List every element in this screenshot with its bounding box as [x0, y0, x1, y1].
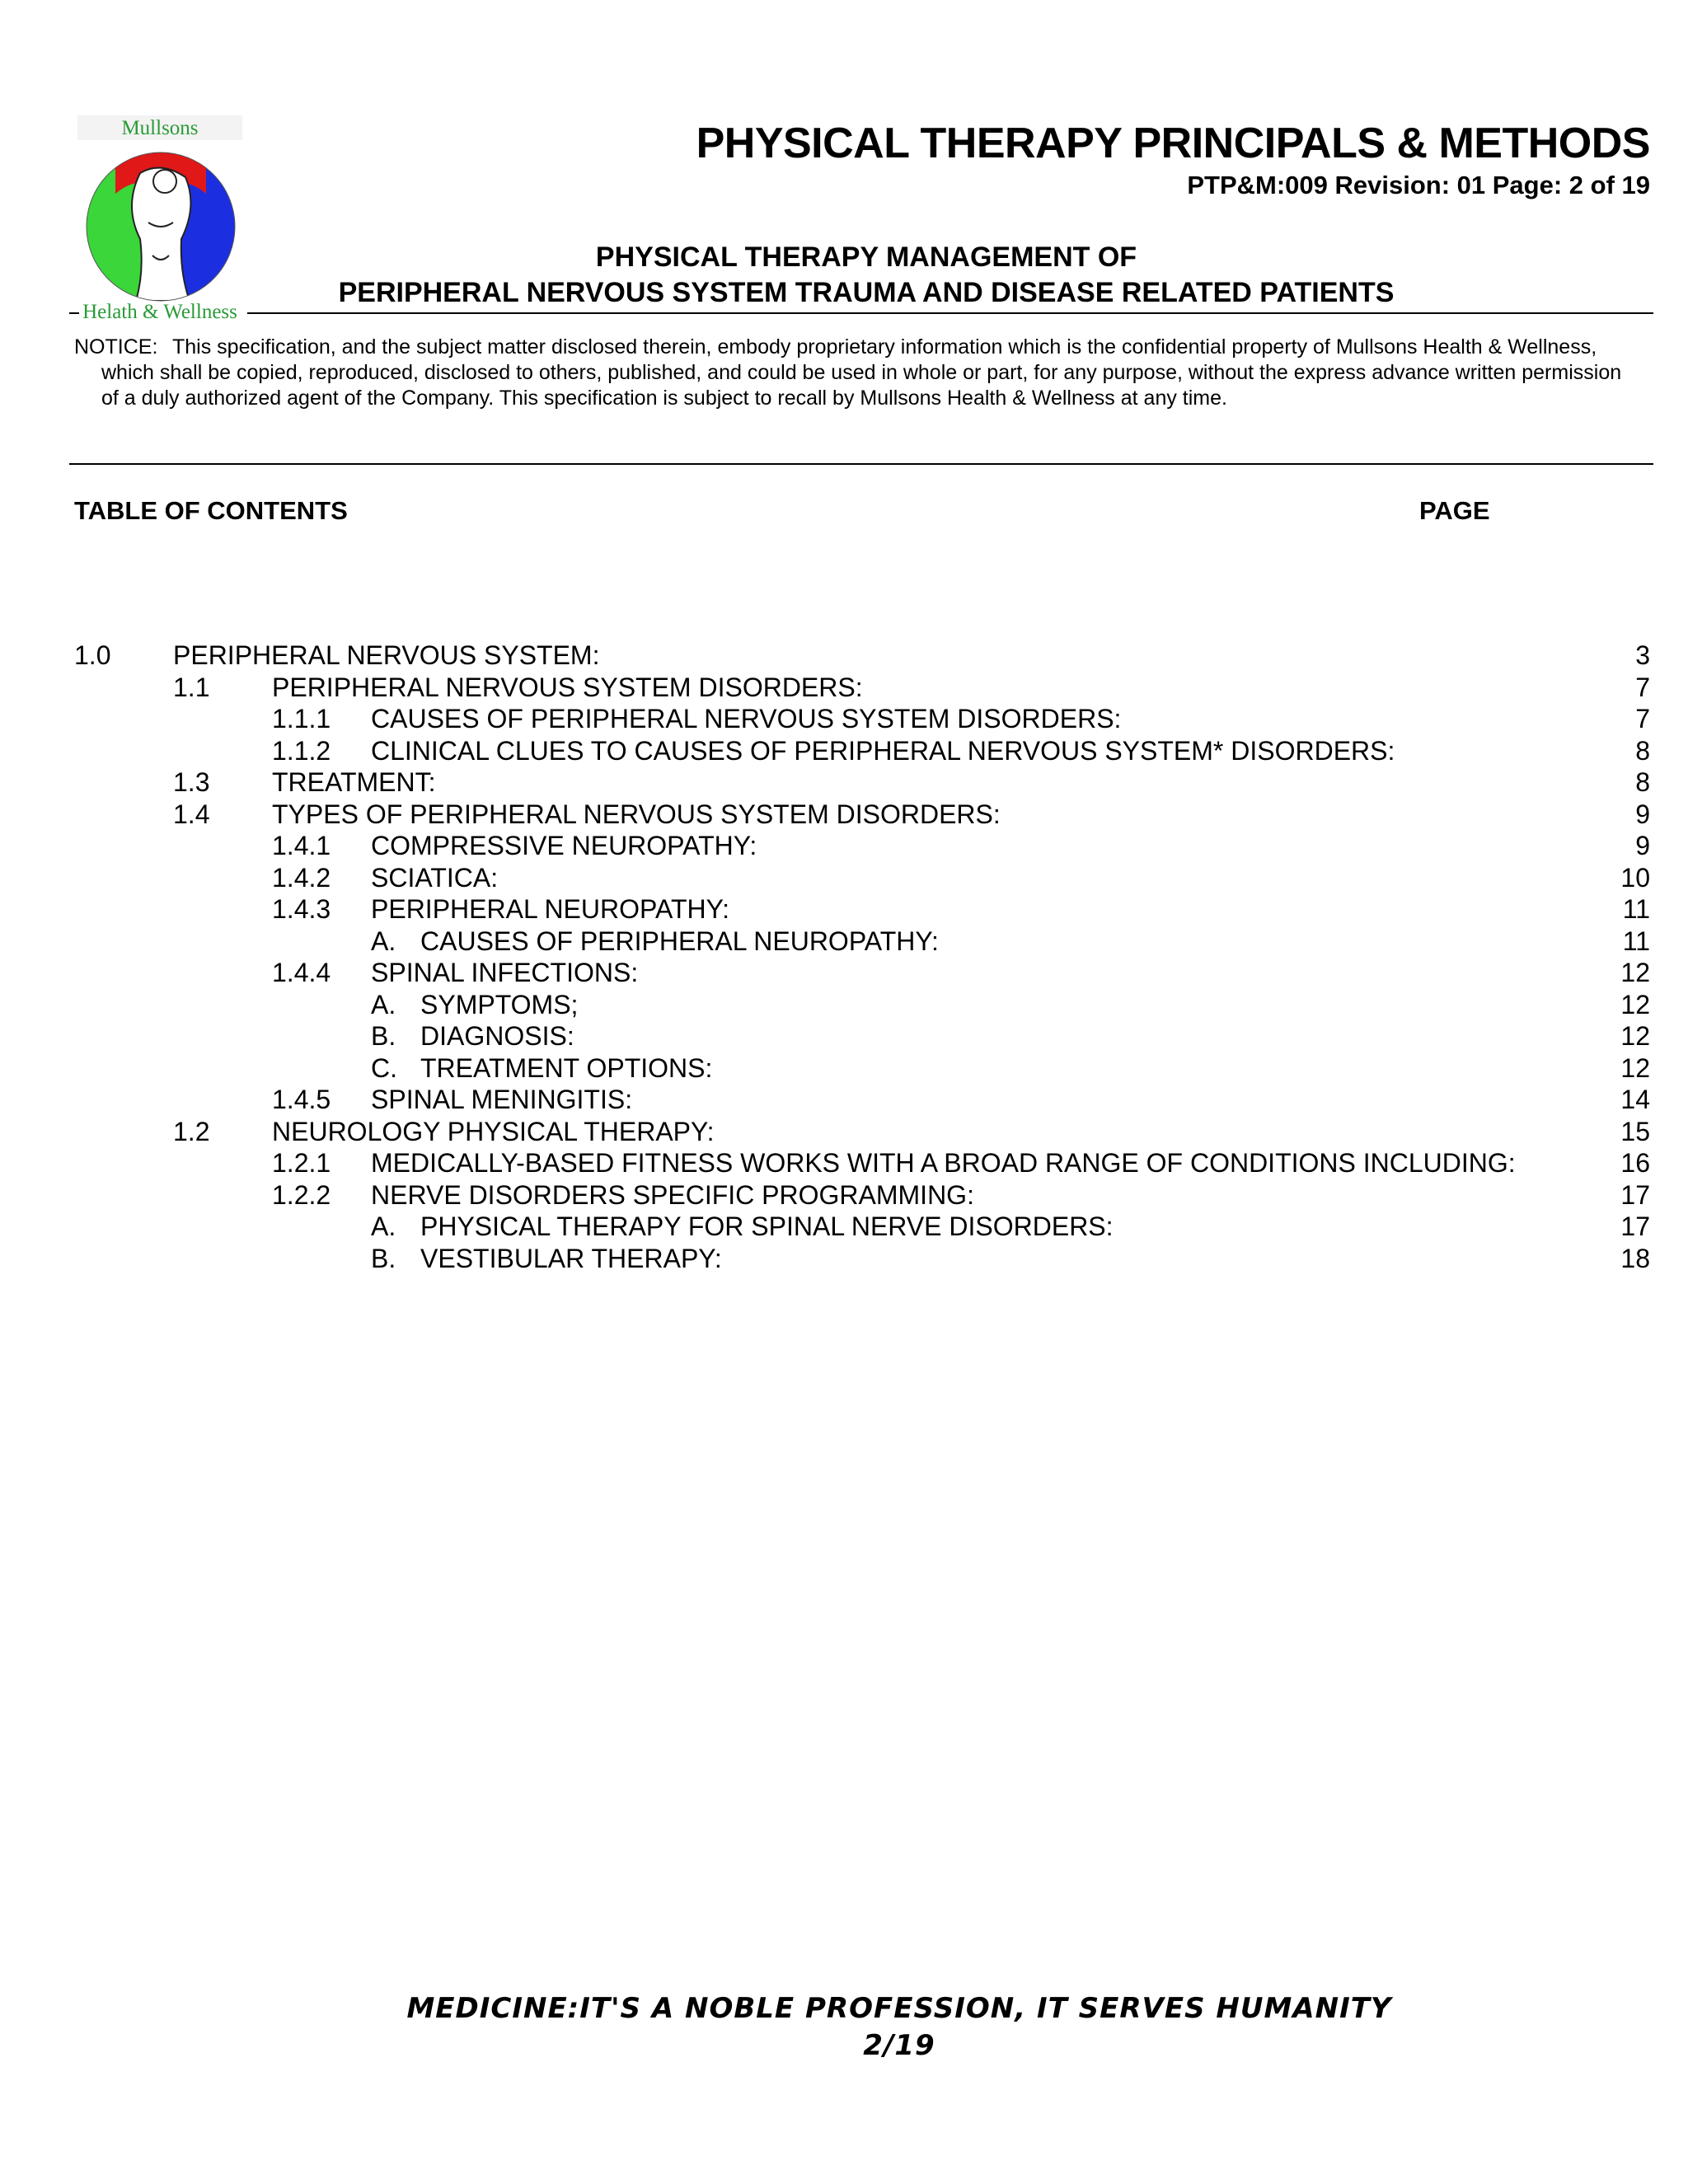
toc-entry-page: 16	[1620, 1148, 1650, 1178]
toc-entry-title: PHYSICAL THERAPY FOR SPINAL NERVE DISORDERS:	[420, 1212, 1114, 1241]
document-reference: PTP&M:009 Revision: 01 Page: 2 of 19	[1187, 171, 1650, 199]
toc-entry[interactable]	[74, 989, 1650, 1021]
toc-entry-number: 1.1.2	[272, 735, 331, 766]
toc-entry-title: VESTIBULAR THERAPY:	[420, 1243, 722, 1273]
toc-entry-title: SYMPTOMS;	[420, 989, 579, 1019]
toc-entry-number: 1.2.1	[272, 1148, 331, 1178]
toc-entry-title: PERIPHERAL NERVOUS SYSTEM DISORDERS:	[272, 672, 863, 702]
toc-entry-page: 12	[1620, 989, 1650, 1019]
toc-entry-page: 10	[1620, 862, 1650, 893]
toc-entry-page: 11	[1622, 894, 1650, 924]
toc-entry[interactable]	[74, 735, 1650, 767]
toc-entry-number: 1.1.1	[272, 704, 331, 733]
document-title: PHYSICAL THERAPY PRINCIPALS & METHODS	[696, 120, 1650, 167]
toc-entry-number: 1.2.2	[272, 1179, 331, 1210]
toc-entry-number: 1.4.5	[272, 1085, 331, 1114]
toc-entry-number: 1.3	[173, 767, 210, 797]
toc-entry-page: 3	[1635, 640, 1650, 670]
toc-entry-number: 1.0	[74, 640, 111, 670]
subtitle-line-2: PERIPHERAL NERVOUS SYSTEM TRAUMA AND DISEASE RELATED PATIENTS	[338, 277, 1395, 308]
toc-entry[interactable]	[74, 672, 1650, 704]
toc-entry-page: 7	[1635, 672, 1650, 702]
toc-entry[interactable]	[74, 1052, 1650, 1085]
toc-entry[interactable]	[74, 1020, 1650, 1052]
toc-entry-page: 8	[1635, 735, 1650, 766]
toc-entry-title: SPINAL MENINGITIS:	[371, 1085, 633, 1114]
toc-entry-title: CLINICAL CLUES TO CAUSES OF PERIPHERAL NERVOUS SYSTEM* DISORDERS:	[371, 735, 1395, 766]
toc-entry-page: 7	[1635, 704, 1650, 733]
toc-entry[interactable]	[74, 893, 1650, 926]
toc-entry-title: TREATMENT:	[272, 767, 436, 797]
toc-entry[interactable]	[74, 1084, 1650, 1116]
toc-entry[interactable]	[74, 1243, 1650, 1275]
toc-entry-number: 1.1	[173, 672, 210, 702]
toc-entry-number: 1.4.2	[272, 862, 331, 893]
toc-entry[interactable]	[74, 1179, 1650, 1212]
toc-entry[interactable]	[74, 862, 1650, 894]
toc-entry-title: PERIPHERAL NEUROPATHY:	[371, 894, 730, 924]
toc-entry-page: 15	[1620, 1116, 1650, 1146]
notice-text: This specification, and the subject matter disclosed therein, embody proprietary information which is the confidential property of Mullsons Health & Wellness, which shall be copied, reproduced, disclosed to others, published, and could be used in whole or part, for any purpose, without the express advance written permission of a duly authorized agent of the Company. This specification is subject to recall by Mullsons Health & Wellness at any time.	[101, 335, 1622, 410]
toc-entry-number: 1.4.4	[272, 958, 331, 987]
toc-entry[interactable]	[74, 957, 1650, 989]
toc-entry-number: 1.2	[173, 1116, 210, 1146]
toc-entry[interactable]	[74, 766, 1650, 799]
footer-page-number: 2/19	[863, 2029, 935, 2062]
subtitle-line-1: PHYSICAL THERAPY MANAGEMENT OF	[595, 241, 1137, 273]
toc-entry-title: SCIATICA:	[371, 862, 499, 893]
toc-entry-page: 17	[1620, 1179, 1650, 1210]
toc-entry-number: 1.4.3	[272, 894, 331, 924]
toc-entry[interactable]	[74, 640, 1650, 672]
toc-entry-page: 14	[1620, 1085, 1650, 1114]
toc-entry-title: TYPES OF PERIPHERAL NERVOUS SYSTEM DISORDERS:	[272, 799, 1001, 829]
toc-heading: TABLE OF CONTENTS	[74, 496, 348, 525]
toc-entry-number: B.	[371, 1021, 396, 1051]
toc-entry-page: 9	[1635, 799, 1650, 829]
toc-entry-title: SPINAL INFECTIONS:	[371, 958, 639, 987]
logo-name-bottom: Helath & Wellness	[82, 301, 237, 323]
toc-entry-title: MEDICALLY-BASED FITNESS WORKS WITH A BROAD RANGE OF CONDITIONS INCLUDING:	[371, 1148, 1516, 1178]
toc-entry-title: PERIPHERAL NERVOUS SYSTEM:	[173, 640, 600, 670]
toc-entry-number: A.	[371, 989, 396, 1019]
toc-entry[interactable]	[74, 799, 1650, 831]
toc-entry[interactable]	[74, 1147, 1650, 1179]
footer-motto: MEDICINE:IT'S A NOBLE PROFESSION, IT SERVES HUMANITY	[406, 1992, 1392, 2025]
toc-entry-number: A.	[371, 1212, 396, 1241]
logo-name-top: Mullsons	[121, 117, 199, 139]
toc-entry-number: C.	[371, 1052, 397, 1083]
toc-entry[interactable]	[74, 703, 1650, 735]
toc-entry-number: 1.4	[173, 799, 210, 829]
toc-entry-title: CAUSES OF PERIPHERAL NEUROPATHY:	[420, 926, 939, 956]
toc-entry-title: TREATMENT OPTIONS:	[420, 1052, 713, 1083]
toc-entry-page: 9	[1635, 831, 1650, 860]
toc-entry-title: DIAGNOSIS:	[420, 1021, 574, 1051]
toc-entry-title: NERVE DISORDERS SPECIFIC PROGRAMMING:	[371, 1179, 974, 1210]
notice-rule	[69, 463, 1653, 465]
toc-entry-page: 11	[1622, 926, 1650, 956]
toc-entry[interactable]	[74, 830, 1650, 862]
toc-list	[74, 640, 1650, 1274]
toc-entry-number: A.	[371, 926, 396, 956]
header-rule	[247, 312, 1653, 314]
toc-entry-page: 18	[1620, 1243, 1650, 1273]
toc-entry-page: 12	[1620, 1021, 1650, 1051]
toc-entry-page: 8	[1635, 767, 1650, 797]
notice-label: NOTICE:	[74, 335, 158, 359]
toc-entry-title: COMPRESSIVE NEUROPATHY:	[371, 831, 757, 860]
header-rule-stub	[69, 312, 79, 314]
toc-entry-page: 12	[1620, 958, 1650, 987]
toc-page-heading: PAGE	[1419, 496, 1490, 525]
toc-entry-number: B.	[371, 1243, 396, 1273]
toc-entry-title: CAUSES OF PERIPHERAL NERVOUS SYSTEM DISORDERS:	[371, 704, 1122, 733]
toc-entry-page: 12	[1620, 1052, 1650, 1083]
toc-entry-title: NEUROLOGY PHYSICAL THERAPY:	[272, 1116, 715, 1146]
toc-entry[interactable]	[74, 926, 1650, 958]
toc-entry-number: 1.4.1	[272, 831, 331, 860]
toc-entry[interactable]	[74, 1116, 1650, 1148]
toc-entry-page: 17	[1620, 1212, 1650, 1241]
toc-entry[interactable]	[74, 1211, 1650, 1243]
